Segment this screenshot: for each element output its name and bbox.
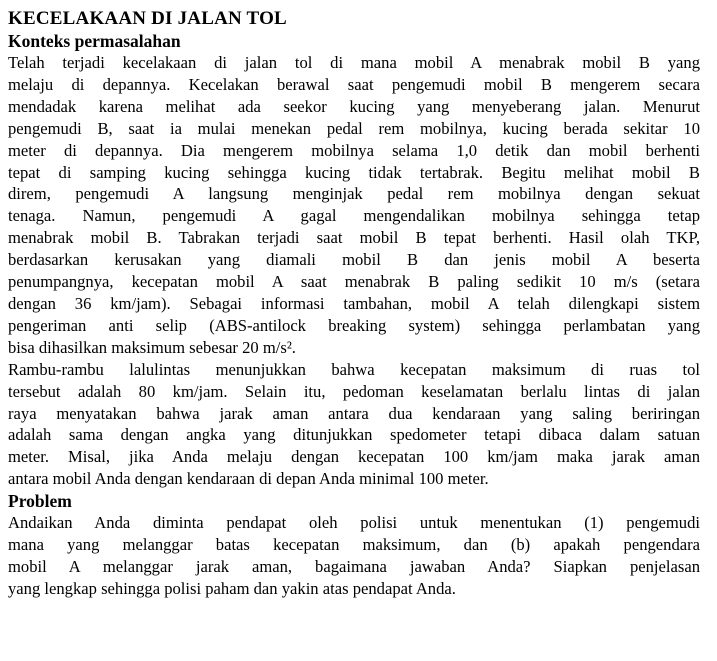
text-line: dengan 36 km/jam). Sebagai informasi tambahan, mobil A telah dilengkapi sistem [8,293,700,313]
context-heading: Konteks permasalahan [8,31,181,51]
text-line: bisa dihasilkan maksimum sebesar 20 m/s². [8,337,296,357]
text-line: meter di depannya. Dia mengerem mobilnya selama 1,0 detik dan mobil berhenti [8,140,700,160]
text-line: tenaga. Namun, pengemudi A gagal mengendalikan mobilnya sehingga tetap [8,206,700,226]
text-line: yang lengkap sehingga polisi paham dan yakin atas pendapat Anda. [8,578,456,598]
text-line: pengemudi B, saat ia mulai menekan pedal rem mobilnya, kucing berada sekitar 10 [8,118,700,138]
text-line: mobil A melanggar jarak aman, bagaimana jawaban Anda? Siapkan penjelasan [8,556,700,576]
text-line: adalah sama dengan angka yang ditunjukkan spedometer tetapi dibaca dalam satuan [8,425,700,445]
problem-heading: Problem [8,491,72,512]
text-line: tepat di samping kucing sehingga kucing tidak tertabrak. Begitu melihat mobil B [8,162,700,182]
text-line: raya menyatakan bahwa jarak aman antara dua kendaraan yang saling beriringan [8,403,700,423]
text-line: meter. Misal, jika Anda melaju dengan kecepatan 100 km/jam maka jarak aman [8,447,700,467]
text-line: Telah terjadi kecelakaan di jalan tol di mana mobil A menabrak mobil B yang [8,53,700,72]
text-line: pengeriman anti selip (ABS-antilock breaking system) sehingga perlambatan yang [8,315,700,335]
text-line: mendadak karena melihat ada seekor kucing yang menyeberang jalan. Menurut [8,96,700,116]
text-line: antara mobil Anda dengan kendaraan di depan Anda minimal 100 meter. [8,469,489,489]
text-line: tersebut adalah 80 km/jam. Selain itu, pedoman keselamatan berlalu lintas di jalan [8,381,700,401]
paragraph-context-1 [8,52,700,359]
text-line: menabrak mobil B. Tabrakan terjadi saat mobil B tepat berhenti. Hasil olah TKP, [8,228,700,248]
text-line: penumpangnya, kecepatan mobil A saat menabrak B paling sedikit 10 m/s (setara [8,272,700,292]
text-line: Andaikan Anda diminta pendapat oleh polisi untuk menentukan (1) pengemudi [8,513,700,533]
text-line: melaju di depannya. Kecelakan berawal saat pengemudi mobil B mengerem secara [8,74,700,94]
document-title: KECELAKAAN DI JALAN TOL [8,8,287,29]
text-line: berdasarkan kerusakan yang diamali mobil B dan jenis mobil A beserta [8,250,700,270]
paragraph-context-2 [8,359,700,490]
text-line: mana yang melanggar batas kecepatan maksimum, dan (b) apakah pengendara [8,535,700,555]
text-line: direm, pengemudi A langsung menginjak pedal rem mobilnya dengan sekuat [8,184,700,204]
document-page [8,8,700,600]
paragraph-problem [8,512,700,600]
text-line: Rambu-rambu lalulintas menunjukkan bahwa kecepatan maksimum di ruas tol [8,359,700,379]
